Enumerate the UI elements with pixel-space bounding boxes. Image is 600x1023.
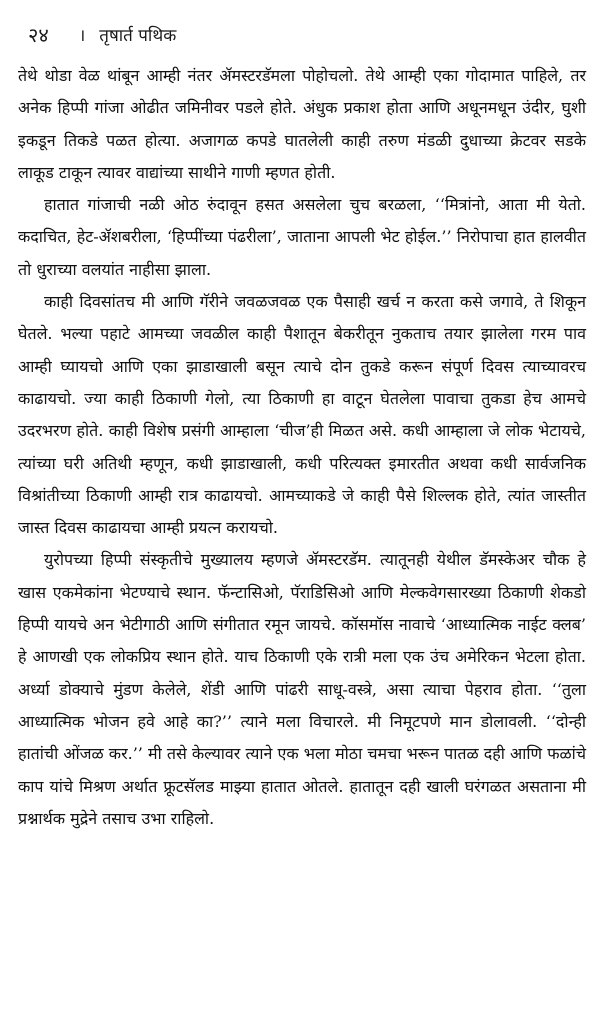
paragraph-1: तेथे थोडा वेळ थांबून आम्ही नंतर ॲमस्टरडॅमला पोहोचलो. तेथे आम्ही एका गोदामात पाहिले, तर अनेक हिप्पी गांजा ओढीत जमिनीवर पडले होते. अंधुक प्रकाश होता आणि अधूनमधून उंदीर, घुशी इकडून तिकडे पळत होत्या. अजागळ कपडे घातलेली काही तरुण मंडळी दुधाच्या क्रेटवर सडके लाकूड टाकून त्यावर वाद्यांच्या साथीने गाणी म्हणत होती. (18, 66, 586, 182)
book-title: तृषार्त पथिक (99, 25, 177, 46)
header-divider: । (78, 25, 86, 46)
paragraph-2: हातात गांजाची नळी ओठ रुंदावून हसत असलेला चुच बरळला, ‘‘मित्रांनो, आता मी येतो. कदाचित, हेट-ॲशबरीला, ‘हिप्पींच्या पंढरीला’, जाताना आपली भेट होईल.’’ निरोपाचा हात हालवीत तो धुराच्या वलयांत नाहीसा झाला. (18, 195, 586, 279)
paragraph-3: काही दिवसांतच मी आणि गॅरीने जवळजवळ एक पैसाही खर्च न करता कसे जगावे, ते शिकून घेतले. भल्या पहाटे आमच्या जवळील काही पैशातून बेकरीतून नुकताच तयार झालेला गरम पाव आम्ही घ्यायचो आणि एका झाडाखाली बसून त्याचे दोन तुकडे करून संपूर्ण दिवस त्याच्यावरच काढायचो. ज्या काही ठिकाणी गेलो, त्या ठिकाणी हा वाटून घेतलेला पावाचा तुकडा हेच आमचे उदरभरण होते. काही विशेष प्रसंगी आम्हाला ‘चीज’ही मिळत असे. कधी आम्हाला जे लोक भेटायचे, त्यांच्या घरी अतिथी म्हणून, कधी झाडाखाली, कधी परित्यक्त इमारतीत अथवा कधी सार्वजनिक विश्रांतीच्या ठिकाणी आम्ही रात्र काढायचो. आमच्याकडे जे काही पैसे शिल्लक होते, त्यांत जास्तीत जास्त दिवस काढायचा आम्ही प्रयत्न करायचो. (18, 292, 586, 538)
running-head (18, 8, 586, 60)
page-number: २४ (28, 22, 49, 47)
paragraph-4: युरोपच्या हिप्पी संस्कृतीचे मुख्यालय म्हणजे ॲमस्टरडॅम. त्यातूनही येथील डॅमस्केअर चौक हे खास एकमेकांना भेटण्याचे स्थान. फॅन्टासिओ, पॅराडिसिओ आणि मेल्कवेगसारख्या ठिकाणी शेकडो हिप्पी यायचे अन भेटीगाठी आणि संगीतात रमून जायचे. कॉसमॉस नावाचे ‘आध्यात्मिक नाईट क्लब’ हे आणखी एक लोकप्रिय स्थान होते. याच ठिकाणी एके रात्री मला एक उंच अमेरिकन भेटला होता. अर्ध्या डोक्याचे मुंडण केलेले, शेंडी आणि पांढरी साधू-वस्त्रे, असा त्याचा पेहराव होता. ‘‘तुला आध्यात्मिक भोजन हवे आहे का?’’ त्याने मला विचारले. मी निमूटपणे मान डोलावली. ‘‘दोन्ही हातांची ओंजळ कर.’’ मी तसे केल्यावर त्याने एक भला मोठा चमचा भरून पातळ दही आणि फळांचे काप यांचे मिश्रण अर्थात फ्रूटसॅलड माझ्या हातात ओतले. हातातून दही खाली घरंगळत असताना मी प्रश्नार्थक मुद्रेने तसाच उभा राहिलो. (18, 550, 586, 828)
body-text (18, 60, 586, 835)
